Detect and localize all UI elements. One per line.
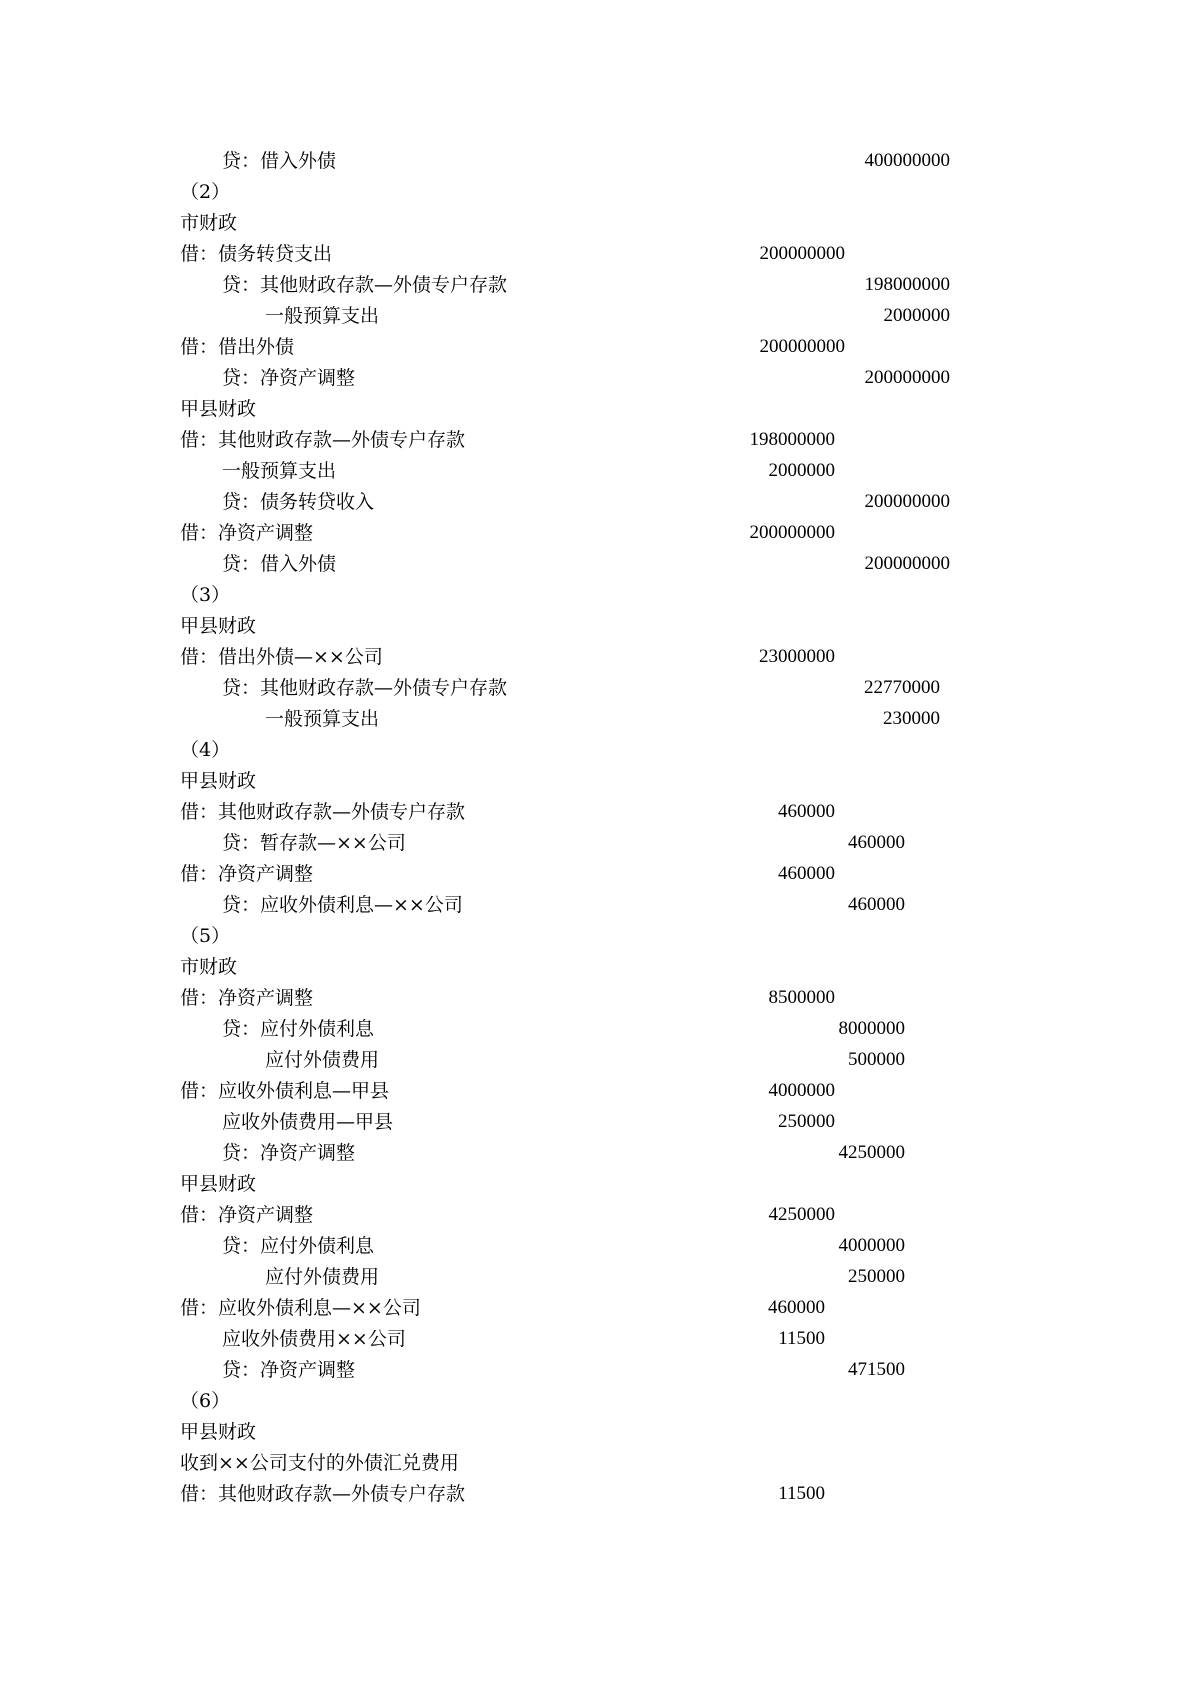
entry-text: 贷：债务转贷收入 (222, 491, 375, 513)
entry-text: 甲县财政 (180, 1173, 257, 1195)
section-number (0, 1386, 1191, 1416)
entry-text: 应收外债费用—甲县 (222, 1111, 394, 1133)
entry-line (0, 363, 1191, 393)
entry-line (0, 239, 1191, 269)
entry-text: 贷：净资产调整 (222, 1359, 356, 1381)
entity-heading (0, 952, 1191, 982)
credit-amount: 471500 (848, 1359, 905, 1380)
credit-amount: 460000 (848, 894, 905, 915)
entry-text: 应付外债费用 (265, 1266, 380, 1288)
credit-amount: 250000 (848, 1266, 905, 1287)
debit-amount: 11500 (778, 1328, 825, 1349)
entry-text: 应付外债费用 (265, 1049, 380, 1071)
credit-amount: 230000 (883, 708, 940, 729)
entry-text: 贷：借入外债 (222, 553, 337, 575)
entry-text: 贷：应付外债利息 (222, 1235, 375, 1257)
entry-text: 甲县财政 (180, 770, 257, 792)
debit-amount: 460000 (768, 1297, 825, 1318)
entry-line (0, 549, 1191, 579)
entry-text: 甲县财政 (180, 1421, 257, 1443)
entry-line (0, 642, 1191, 672)
debit-amount: 8500000 (768, 987, 835, 1008)
entry-text: 借：应收外债利息—甲县 (180, 1080, 390, 1102)
entry-text: 借：债务转贷支出 (180, 243, 333, 265)
entry-text: 借：净资产调整 (180, 1204, 314, 1226)
entry-line (0, 1231, 1191, 1261)
entry-text: 借：净资产调整 (180, 522, 314, 544)
entry-line (0, 1014, 1191, 1044)
entry-text: （3） (180, 584, 231, 606)
credit-amount: 4250000 (838, 1142, 905, 1163)
entry-line (0, 1262, 1191, 1292)
debit-amount: 250000 (778, 1111, 835, 1132)
entry-text: 贷：其他财政存款—外债专户存款 (222, 274, 508, 296)
entry-text: 一般预算支出 (265, 305, 380, 327)
credit-amount: 198000000 (864, 274, 950, 295)
section-number (0, 177, 1191, 207)
entity-heading (0, 611, 1191, 641)
entry-line (0, 704, 1191, 734)
entry-line (0, 828, 1191, 858)
entry-line (0, 797, 1191, 827)
entry-line (0, 456, 1191, 486)
entry-line (0, 1107, 1191, 1137)
entry-text: （2） (180, 181, 231, 203)
entry-line (0, 1293, 1191, 1323)
entry-text: 甲县财政 (180, 615, 257, 637)
entry-text: 贷：应付外债利息 (222, 1018, 375, 1040)
debit-amount: 460000 (778, 801, 835, 822)
entry-text: 借：借出外债—××公司 (180, 646, 383, 668)
entry-text: 借：其他财政存款—外债专户存款 (180, 429, 466, 451)
entry-line (0, 1076, 1191, 1106)
credit-amount: 200000000 (864, 553, 950, 574)
entry-text: 贷：应收外债利息—××公司 (222, 894, 463, 916)
entry-line (0, 1479, 1191, 1509)
description-line (0, 1448, 1191, 1478)
entry-line (0, 890, 1191, 920)
credit-amount: 4000000 (838, 1235, 905, 1256)
section-number (0, 580, 1191, 610)
entry-text: 应收外债费用××公司 (222, 1328, 406, 1350)
debit-amount: 4250000 (768, 1204, 835, 1225)
credit-amount: 200000000 (864, 491, 950, 512)
section-number (0, 921, 1191, 951)
entry-text: 借：应收外债利息—××公司 (180, 1297, 421, 1319)
entry-text: 贷：其他财政存款—外债专户存款 (222, 677, 508, 699)
entry-text: 一般预算支出 (222, 460, 337, 482)
entry-line (0, 1324, 1191, 1354)
entity-heading (0, 1417, 1191, 1447)
section-number (0, 735, 1191, 765)
entity-heading (0, 766, 1191, 796)
debit-amount: 200000000 (759, 243, 845, 264)
debit-amount: 23000000 (759, 646, 835, 667)
credit-amount: 8000000 (838, 1018, 905, 1039)
entry-line (0, 518, 1191, 548)
entry-line (0, 673, 1191, 703)
entry-line (0, 301, 1191, 331)
debit-amount: 2000000 (768, 460, 835, 481)
debit-amount: 200000000 (759, 336, 845, 357)
entry-text: 贷：借入外债 (222, 150, 337, 172)
entry-line (0, 1045, 1191, 1075)
entry-text: 借：净资产调整 (180, 987, 314, 1009)
entry-text: （5） (180, 925, 231, 947)
entry-text: （6） (180, 1390, 231, 1412)
credit-amount: 200000000 (864, 367, 950, 388)
entry-text: 市财政 (180, 956, 238, 978)
entry-text: 借：其他财政存款—外债专户存款 (180, 1483, 466, 1505)
debit-amount: 460000 (778, 863, 835, 884)
credit-amount: 2000000 (883, 305, 950, 326)
entry-line (0, 1138, 1191, 1168)
entry-text: 甲县财政 (180, 398, 257, 420)
entity-heading (0, 208, 1191, 238)
entry-text: 贷：净资产调整 (222, 1142, 356, 1164)
entry-text: 收到××公司支付的外债汇兑费用 (180, 1452, 459, 1474)
entry-text: 借：借出外债 (180, 336, 295, 358)
entry-line (0, 487, 1191, 517)
entry-line (0, 425, 1191, 455)
credit-amount: 500000 (848, 1049, 905, 1070)
credit-amount: 400000000 (864, 150, 950, 171)
entry-line (0, 859, 1191, 889)
debit-amount: 4000000 (768, 1080, 835, 1101)
entity-heading (0, 394, 1191, 424)
entry-line (0, 983, 1191, 1013)
entry-text: （4） (180, 739, 231, 761)
entry-line (0, 332, 1191, 362)
credit-amount: 22770000 (864, 677, 940, 698)
entry-text: 市财政 (180, 212, 238, 234)
entry-text: 贷：暂存款—××公司 (222, 832, 406, 854)
debit-amount: 198000000 (749, 429, 835, 450)
debit-amount: 200000000 (749, 522, 835, 543)
entry-line (0, 1355, 1191, 1385)
entry-line (0, 146, 1191, 176)
entry-line (0, 270, 1191, 300)
entry-text: 贷：净资产调整 (222, 367, 356, 389)
debit-amount: 11500 (778, 1483, 825, 1504)
credit-amount: 460000 (848, 832, 905, 853)
entry-text: 借：其他财政存款—外债专户存款 (180, 801, 466, 823)
entry-text: 借：净资产调整 (180, 863, 314, 885)
entry-line (0, 1200, 1191, 1230)
entity-heading (0, 1169, 1191, 1199)
entry-text: 一般预算支出 (265, 708, 380, 730)
